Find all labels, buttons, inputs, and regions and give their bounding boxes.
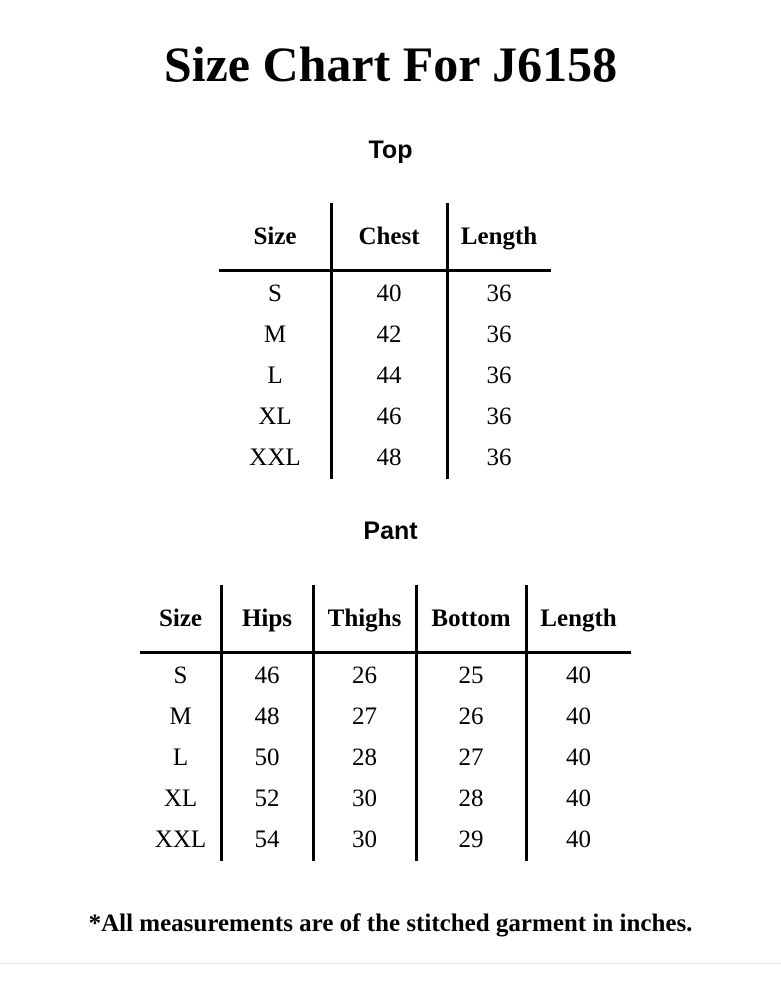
top-cell-chest: 46 xyxy=(376,403,402,430)
pant-cell-thighs: 27 xyxy=(352,703,377,730)
top-cell-chest: 44 xyxy=(376,362,402,389)
top-header-size: Size xyxy=(253,223,297,250)
top-cell-length: 36 xyxy=(486,321,512,348)
pant-cell-hips: 46 xyxy=(254,662,280,689)
pant-cell-size: XXL xyxy=(154,826,207,853)
pant-column-divider xyxy=(415,585,418,861)
pant-cell-bottom: 29 xyxy=(458,826,484,853)
top-cell-size: S xyxy=(268,280,282,307)
pant-header-bottom: Bottom xyxy=(431,605,511,632)
pant-header-hips: Hips xyxy=(241,605,293,632)
pant-cell-bottom: 27 xyxy=(458,744,484,771)
pant-cell-thighs: 26 xyxy=(352,662,377,689)
pant-cell-length: 40 xyxy=(566,785,591,812)
pant-cell-size: M xyxy=(169,703,192,730)
pant-cell-length: 40 xyxy=(566,826,591,853)
top-header-rule xyxy=(219,269,551,272)
top-column-divider xyxy=(446,203,449,479)
top-cell-length: 36 xyxy=(486,280,512,307)
pant-cell-thighs: 30 xyxy=(352,785,377,812)
pant-cell-size: S xyxy=(173,662,188,689)
pant-cell-bottom: 25 xyxy=(458,662,484,689)
top-cell-length: 36 xyxy=(486,362,512,389)
top-size-table xyxy=(219,203,551,479)
pant-cell-size: XL xyxy=(163,785,198,812)
pant-header-rule xyxy=(140,651,631,654)
top-cell-size: L xyxy=(267,362,283,389)
top-cell-chest: 48 xyxy=(376,444,402,471)
pant-cell-bottom: 28 xyxy=(458,785,484,812)
pant-cell-thighs: 30 xyxy=(352,826,377,853)
pant-cell-hips: 48 xyxy=(254,703,280,730)
top-cell-size: XL xyxy=(258,403,292,430)
pant-column-divider xyxy=(525,585,528,861)
top-header-length: Length xyxy=(460,223,538,250)
top-header-chest: Chest xyxy=(358,223,420,250)
pant-cell-thighs: 28 xyxy=(352,744,377,771)
top-section-heading: Top xyxy=(368,136,413,164)
pant-cell-bottom: 26 xyxy=(458,703,484,730)
top-cell-length: 36 xyxy=(486,403,512,430)
pant-header-length: Length xyxy=(540,605,617,632)
pant-cell-hips: 54 xyxy=(254,826,280,853)
pant-column-divider xyxy=(220,585,223,861)
pant-cell-length: 40 xyxy=(566,662,591,689)
pant-size-table xyxy=(140,585,631,861)
top-column-divider xyxy=(330,203,333,479)
top-cell-chest: 42 xyxy=(376,321,402,348)
pant-cell-hips: 52 xyxy=(254,785,280,812)
pant-header-thighs: Thighs xyxy=(327,605,402,632)
pant-column-divider xyxy=(312,585,315,861)
top-cell-size: M xyxy=(263,321,287,348)
pant-cell-hips: 50 xyxy=(254,744,280,771)
top-cell-chest: 40 xyxy=(376,280,402,307)
measurement-footnote: *All measurements are of the stitched garment in inches. xyxy=(88,910,693,937)
page-title: Size Chart For J6158 xyxy=(163,36,618,92)
pant-cell-length: 40 xyxy=(566,703,591,730)
top-cell-size: XXL xyxy=(249,444,301,471)
pant-section-heading: Pant xyxy=(363,517,418,545)
top-cell-length: 36 xyxy=(486,444,512,471)
bottom-divider xyxy=(0,963,781,964)
pant-cell-size: L xyxy=(172,744,189,771)
pant-cell-length: 40 xyxy=(566,744,591,771)
pant-header-size: Size xyxy=(158,605,203,632)
